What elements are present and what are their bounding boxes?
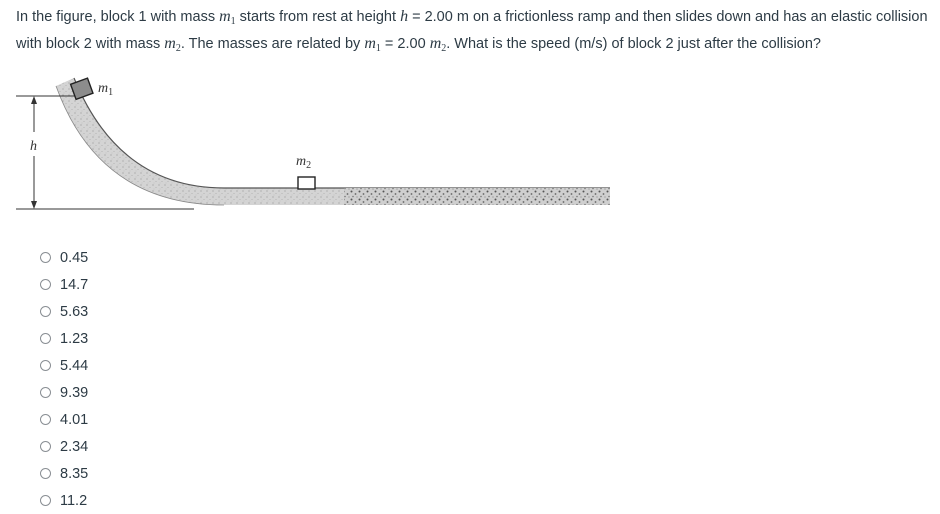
- answer-option[interactable]: [40, 460, 88, 487]
- radio-button[interactable]: [40, 333, 51, 344]
- answer-option[interactable]: [40, 379, 88, 406]
- answer-label: 8.35: [60, 465, 89, 482]
- mass-symbol-m1: $m_1$: [364, 35, 381, 54]
- block-2: [298, 177, 315, 189]
- ramp-top-edge: [74, 78, 610, 188]
- answer-label: 0.45: [60, 249, 89, 266]
- radio-button[interactable]: [40, 306, 51, 317]
- block-2-label: $m_2$: [296, 154, 312, 171]
- mass-symbol-m2: $m_2$: [429, 35, 447, 54]
- radio-button[interactable]: [40, 360, 51, 371]
- answer-label: 4.01: [60, 411, 89, 428]
- answer-option[interactable]: [40, 433, 88, 460]
- answer-option[interactable]: [40, 298, 88, 325]
- radio-button[interactable]: [40, 387, 51, 398]
- radio-button[interactable]: [40, 441, 51, 452]
- answer-label: 5.63: [60, 303, 89, 320]
- mass-symbol-m1: $m_1$: [219, 8, 236, 27]
- answer-option[interactable]: [40, 271, 88, 298]
- answer-label: 2.34: [60, 438, 89, 455]
- answer-label: 5.44: [60, 357, 89, 374]
- answer-option[interactable]: [40, 487, 88, 514]
- height-arrowhead-down: [31, 201, 37, 209]
- question-segment: starts from rest at height: [235, 9, 401, 25]
- question-segment: In the figure, block 1 with mass: [16, 9, 220, 25]
- radio-button[interactable]: [40, 495, 51, 506]
- height-arrowhead-up: [31, 96, 37, 104]
- height-symbol: h: [400, 8, 409, 25]
- question-segment: . The masses are related by: [180, 36, 365, 52]
- answer-option[interactable]: [40, 406, 88, 433]
- height-label: h: [30, 139, 37, 154]
- radio-button[interactable]: [40, 279, 51, 290]
- answer-list: [40, 244, 88, 514]
- answer-label: 11.2: [60, 492, 88, 509]
- answer-option[interactable]: [40, 352, 88, 379]
- radio-button[interactable]: [40, 414, 51, 425]
- question-segment: = 2.00: [380, 36, 430, 52]
- ramp-figure: [14, 70, 614, 220]
- radio-button[interactable]: [40, 252, 51, 263]
- mass-symbol-m2: $m_2$: [164, 35, 181, 54]
- answer-option[interactable]: [40, 325, 88, 352]
- block-1-label: $m_1$: [98, 81, 114, 98]
- answer-label: 9.39: [60, 384, 89, 401]
- answer-label: 1.23: [60, 330, 89, 347]
- radio-button[interactable]: [40, 468, 51, 479]
- answer-option[interactable]: [40, 244, 88, 271]
- question-segment: . What is the speed (m/s) of block 2 just after the collision?: [446, 36, 821, 52]
- question-segment: = 2.00 m on a frictionless ramp and then slides down and has an elastic collision with block 2 with mass: [16, 9, 928, 52]
- answer-label: 14.7: [60, 276, 89, 293]
- rough-surface: [344, 188, 610, 205]
- question-text: [16, 6, 934, 60]
- ramp-surface: [56, 78, 610, 205]
